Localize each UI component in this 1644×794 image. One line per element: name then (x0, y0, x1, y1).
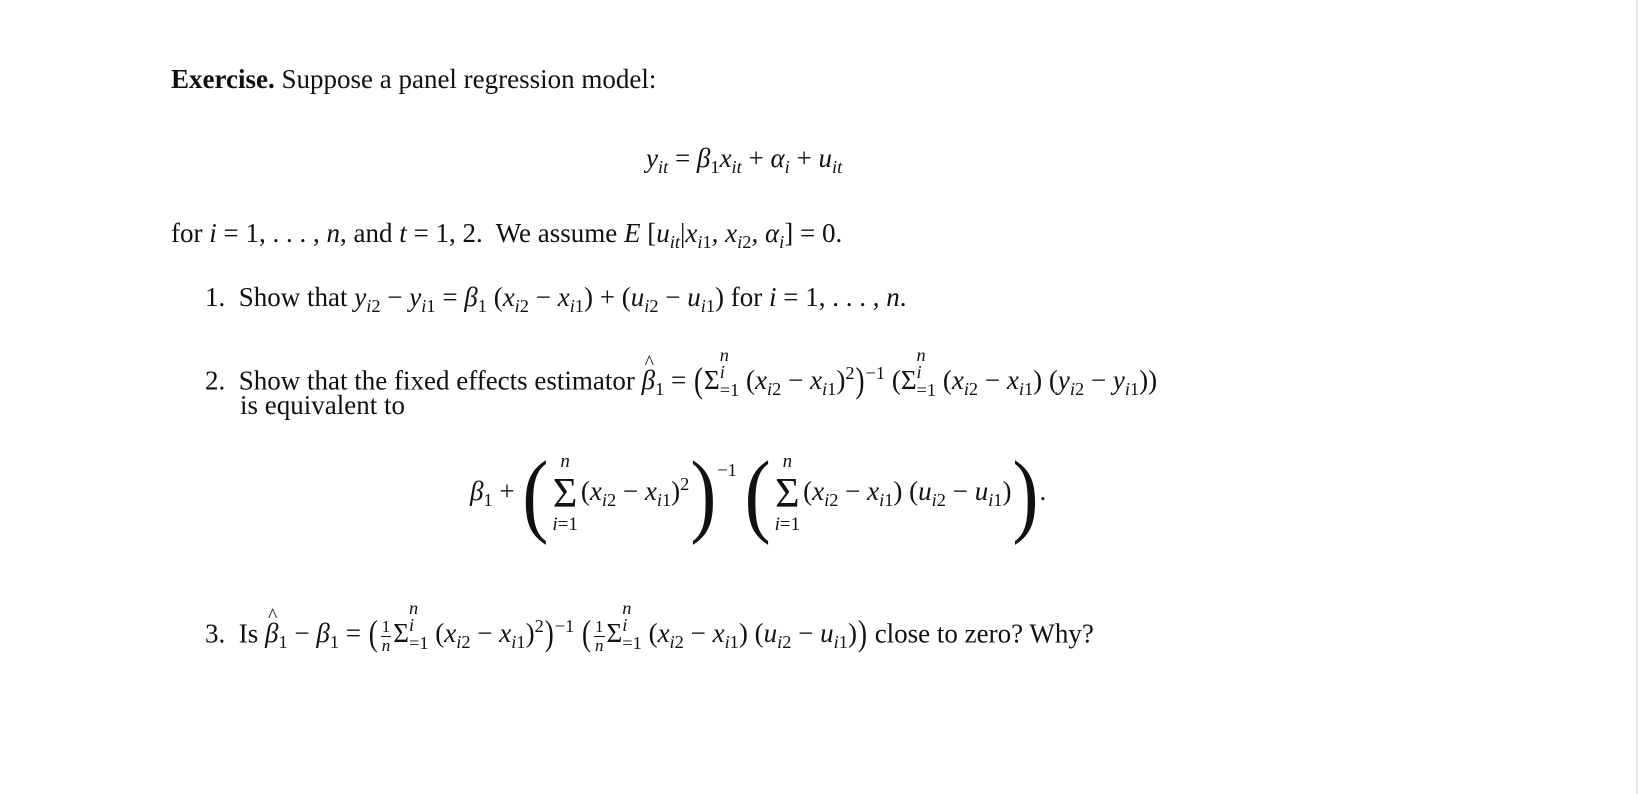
exercise-heading (171, 66, 656, 93)
fe-estimator-formula: ^ $\beta_1 = (\Sigma$ n i =1 $(x_{i2} - x_{i1})^2)^{-1}$ (Σ n i =1 $(x_{i2} - x_{i1}) (y_{i2} - y_{i1})$) (642, 365, 1158, 395)
estimator-error-formula: ^ $\beta_1 - \beta_1$ = ( $\frac{1}{n}$ Σ n i =1 $(x_{i2} - x_{i1})^2)^{-1}$ ( $\frac{1}{n}$ Σ n i =1 $(x_{i2} - x_{i1}) (u_{i2} - u_{i1})$) (265, 618, 868, 648)
item-1-text: Show that (238, 282, 348, 312)
assumption-we-assume: We assume (495, 218, 618, 248)
item-2-text: Show that the fixed effects estimator (238, 365, 635, 396)
model-equation: $y_{it} = \beta_1x_{it} + \alpha_i + u_{it}$ (646, 143, 843, 177)
item-3 (205, 600, 1094, 655)
assumption-prefix: for (171, 218, 203, 248)
item-3-is: Is (238, 618, 259, 649)
item-2-line-2: is equivalent to (240, 390, 405, 420)
item-1: 1. Show that $y_{i2} - y_{i1} = \beta_1$ $(x_{i2} - x_{i1}) + (u_{i2} - u_{i1})$ for i = 1, . . . , n. (205, 282, 907, 316)
equivalent-display-equation: $\beta_1$ + ( n Σ i=1 $(x_{i2} - x_{i1})^2)^{-1}$ ( n Σ i=1 $(x_{i2} - x_{i1}) (u_{i2} - u_{i1})$). (470, 441, 1047, 546)
first-difference-equation: $y_{i2} - y_{i1} = \beta_1$ $(x_{i2} - x_{i1}) + (u_{i2} - u_{i1})$ (354, 282, 725, 316)
item-3-tail: close to zero? Why? (874, 618, 1094, 649)
item-2-number: 2. (205, 365, 226, 396)
item-1-number: 1. (205, 282, 226, 312)
conditional-expectation: E [$u_{it}|x_{i1}$, $x_{i2}$, $\alpha_i] = 0$. (624, 218, 843, 252)
assumption-line: for i = 1, . . . , n, and t = 1, 2. We assume E [$u_{it}|x_{i1}$, $x_{i2}$, $\alpha_i] = 0$. (171, 218, 843, 252)
exercise-intro: Suppose a panel regression model: (281, 64, 657, 94)
item-1-for: for (730, 282, 763, 312)
exercise-label: Exercise. (171, 64, 275, 94)
page-edge (1636, 0, 1638, 794)
item-3-number: 3. (205, 618, 226, 649)
assumption-and: and (353, 218, 393, 248)
